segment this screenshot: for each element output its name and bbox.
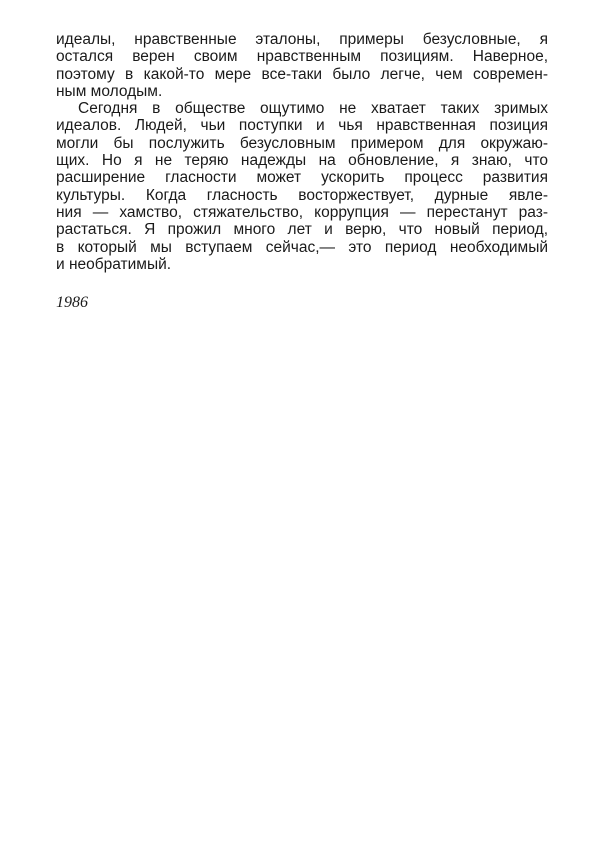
text-line: ния — хамство, стяжательство, коррупция — перестанут раз- [56,203,548,221]
text-line: поэтому в какой-то мере все-таки было легче, чем современ- [56,65,548,83]
text-line: в который мы вступаем сейчас,— это период необходимый [56,238,548,256]
text-line: и необратимый. [56,255,172,273]
date-year: 1986 [56,294,88,311]
text-line: идеалы, нравственные эталоны, примеры безусловные, я [56,31,548,48]
text-line: могли бы послужить безусловным примером для окружаю- [56,134,548,152]
text-line: расширение гласности может ускорить процесс развития [56,169,548,187]
text-line: культуры. Когда гласность восторжествует, дурные явле- [56,186,548,204]
paragraph-2 [56,100,548,273]
text-line: щих. Но я не теряю надежды на обновление, я знаю, что [56,152,548,170]
text-line: идеалов. Людей, чьи поступки и чья нравственная позиция [56,117,548,135]
paragraph-1 [56,31,548,100]
body-text [56,31,548,273]
text-line: растаться. Я прожил много лет и верю, что новый период, [56,221,548,239]
text-line: ным молодым. [56,82,163,100]
text-line: остался верен своим нравственным позициям. Наверное, [56,48,548,66]
text-line: Сегодня в обществе ощутимо не хватает таких зримых [78,100,548,118]
